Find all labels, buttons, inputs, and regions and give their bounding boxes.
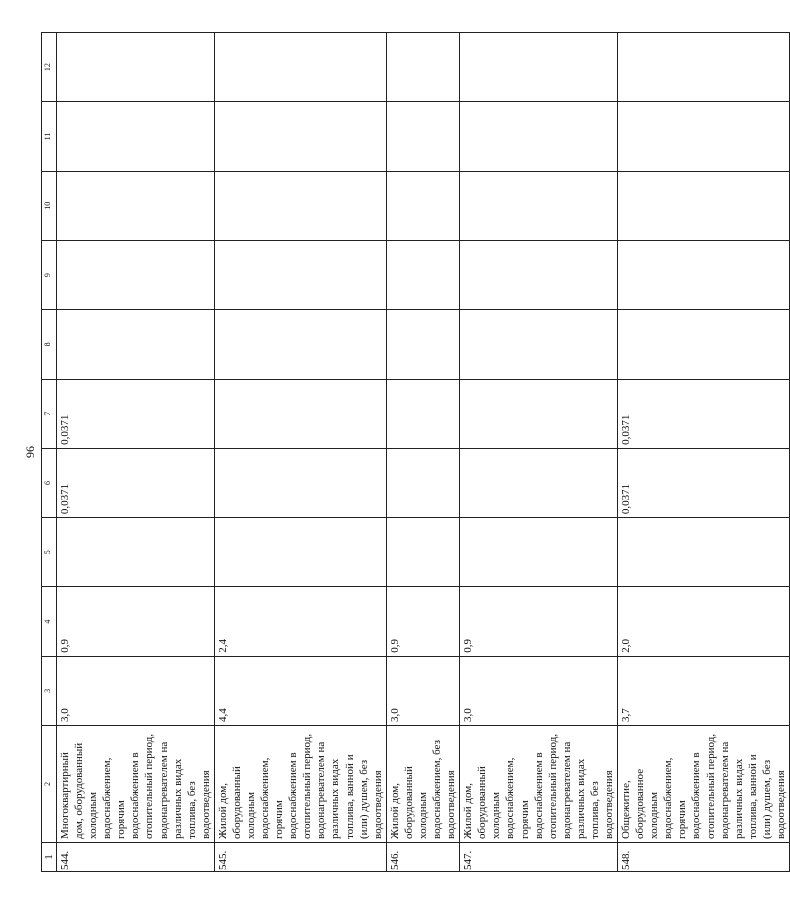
cell-col11	[618, 102, 790, 171]
cell-col11	[460, 102, 618, 171]
cell-col8	[386, 310, 459, 379]
col-header-5: 5	[42, 518, 57, 587]
cell-col12	[618, 33, 790, 102]
cell-col4: 2,4	[214, 587, 386, 656]
cell-col8	[214, 310, 386, 379]
col-header-2: 2	[42, 726, 57, 843]
cell-col11	[386, 102, 459, 171]
cell-col12	[460, 33, 618, 102]
cell-col5	[386, 518, 459, 587]
cell-col9	[57, 240, 215, 309]
cell-col8	[618, 310, 790, 379]
column-number-row	[42, 33, 57, 872]
cell-col9	[214, 240, 386, 309]
cell-col6: 0,0371	[57, 448, 215, 517]
cell-col9	[386, 240, 459, 309]
cell-col12	[57, 33, 215, 102]
cell-col10	[57, 171, 215, 240]
cell-col6	[214, 448, 386, 517]
cell-col11	[214, 102, 386, 171]
col-header-12: 12	[42, 33, 57, 102]
row-number: 547.	[460, 843, 618, 872]
tariff-table	[41, 32, 790, 872]
cell-col7	[214, 379, 386, 448]
cell-col9	[618, 240, 790, 309]
col-header-1: 1	[42, 843, 57, 872]
cell-col6	[386, 448, 459, 517]
row-name: Жилой дом, оборудованный холодным водоснабжением, горячим водоснабжением в отопительный период, водонагревателем на различных видах топлива, ванной и (или) душем, без водоотведения	[214, 726, 386, 843]
cell-col7	[460, 379, 618, 448]
row-number: 544.	[57, 843, 215, 872]
cell-col6: 0,0371	[618, 448, 790, 517]
rotated-table-sheet	[41, 32, 787, 872]
table-row	[618, 33, 790, 872]
cell-col8	[57, 310, 215, 379]
cell-col10	[214, 171, 386, 240]
col-header-4: 4	[42, 587, 57, 656]
row-name: Жилой дом, оборудованный холодным водоснабжением, горячим водоснабжением в отопительный период, водонагревателем на различных видах топлива, без водоотведения	[460, 726, 618, 843]
cell-col9	[460, 240, 618, 309]
table-row	[460, 33, 618, 872]
cell-col4: 0,9	[57, 587, 215, 656]
cell-col4: 0,9	[460, 587, 618, 656]
table-row	[386, 33, 459, 872]
row-name: Жилой дом, оборудованный холодным водоснабжением, без водоотведения	[386, 726, 459, 843]
col-header-7: 7	[42, 379, 57, 448]
col-header-3: 3	[42, 656, 57, 725]
cell-col7: 0,0371	[57, 379, 215, 448]
cell-col4: 2,0	[618, 587, 790, 656]
col-header-9: 9	[42, 240, 57, 309]
row-name: Общежитие, оборудованное холодным водоснабжением, горячим водоснабжением в отопительный период, водонагревателем на различных видах топлива, ванной и (или) душем, без водоотведения	[618, 726, 790, 843]
cell-col12	[386, 33, 459, 102]
cell-col5	[460, 518, 618, 587]
row-number: 546.	[386, 843, 459, 872]
cell-col7	[386, 379, 459, 448]
col-header-11: 11	[42, 102, 57, 171]
cell-col3: 4,4	[214, 656, 386, 725]
cell-col5	[214, 518, 386, 587]
cell-col5	[57, 518, 215, 587]
col-header-8: 8	[42, 310, 57, 379]
cell-col8	[460, 310, 618, 379]
cell-col12	[214, 33, 386, 102]
cell-col3: 3,7	[618, 656, 790, 725]
col-header-6: 6	[42, 448, 57, 517]
row-number: 545.	[214, 843, 386, 872]
table-row	[214, 33, 386, 872]
cell-col3: 3,0	[57, 656, 215, 725]
col-header-10: 10	[42, 171, 57, 240]
cell-col3: 3,0	[386, 656, 459, 725]
row-number: 548.	[618, 843, 790, 872]
cell-col4: 0,9	[386, 587, 459, 656]
cell-col7: 0,0371	[618, 379, 790, 448]
cell-col10	[386, 171, 459, 240]
cell-col5	[618, 518, 790, 587]
cell-col6	[460, 448, 618, 517]
cell-col10	[618, 171, 790, 240]
cell-col10	[460, 171, 618, 240]
table-row	[57, 33, 215, 872]
cell-col11	[57, 102, 215, 171]
cell-col3: 3,0	[460, 656, 618, 725]
page-number: 96	[23, 446, 37, 458]
row-name: Многоквартирный дом, оборудованный холодным водоснабжением, горячим водоснабжением в отопительный период, водонагревателем на различных видах топлива, без водоотведения	[57, 726, 215, 843]
